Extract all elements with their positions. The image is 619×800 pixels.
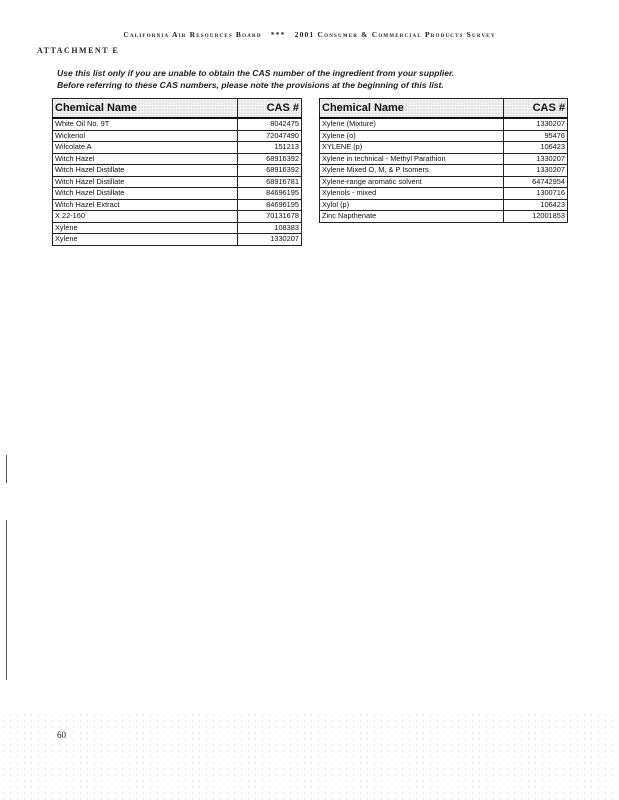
chemical-name-cell: Witch Hazel Distillate bbox=[53, 165, 238, 177]
instruction-line-1: Use this list only if you are unable to obtain the CAS number of the ingredient from your supplier. bbox=[57, 68, 455, 78]
table-row bbox=[320, 118, 568, 130]
instruction-line-2: Before referring to these CAS numbers, please note the provisions at the beginning of this list. bbox=[57, 80, 444, 90]
cas-number-cell: 1330207 bbox=[503, 153, 567, 165]
table-row bbox=[320, 211, 568, 223]
table-row bbox=[53, 165, 302, 177]
page-header bbox=[0, 30, 619, 39]
page-number: 60 bbox=[57, 730, 66, 740]
chemical-name-cell: Witch Hazel Extract bbox=[53, 199, 238, 211]
cas-number-cell: 84696195 bbox=[237, 188, 301, 200]
chemical-name-cell: Xylene (o) bbox=[320, 130, 504, 142]
table-row bbox=[320, 199, 568, 211]
column-header-cas: CAS # bbox=[503, 99, 567, 119]
cas-number-cell: 68916392 bbox=[237, 165, 301, 177]
cas-number-cell: 72047490 bbox=[237, 130, 301, 142]
table-row bbox=[320, 176, 568, 188]
column-header-chemical-name: Chemical Name bbox=[53, 99, 238, 119]
scan-margin-mark bbox=[6, 520, 7, 680]
chemical-name-cell: Wickenol bbox=[53, 130, 238, 142]
table-row bbox=[53, 234, 302, 246]
cas-number-cell: 68916392 bbox=[237, 153, 301, 165]
cas-number-cell: 95476 bbox=[503, 130, 567, 142]
chemical-name-cell: XYLENE (p) bbox=[320, 142, 504, 154]
column-header-cas: CAS # bbox=[237, 99, 301, 119]
attachment-label: ATTACHMENT E bbox=[37, 46, 120, 55]
cas-number-cell: 70131678 bbox=[237, 211, 301, 223]
cas-number-cell: 1330207 bbox=[237, 234, 301, 246]
table-row bbox=[53, 188, 302, 200]
cas-number-cell: 1330207 bbox=[503, 118, 567, 130]
cas-number-cell: 151213 bbox=[237, 142, 301, 154]
chemical-name-cell: Xylene Mixed O, M, & P Isomers bbox=[320, 165, 504, 177]
chemical-name-cell: Xylene bbox=[53, 234, 238, 246]
cas-number-cell: 84696195 bbox=[237, 199, 301, 211]
chemical-name-cell: Witch Hazel Distillate bbox=[53, 176, 238, 188]
table-row bbox=[53, 199, 302, 211]
table-row bbox=[320, 142, 568, 154]
cas-number-cell: 1300716 bbox=[503, 188, 567, 200]
cas-number-cell: 64742954 bbox=[503, 176, 567, 188]
table-row bbox=[53, 142, 302, 154]
header-right: 2001 Consumer & Commercial Products Survey bbox=[294, 30, 496, 39]
cas-number-cell: 106423 bbox=[503, 199, 567, 211]
chemical-name-cell: Xylene (Mixture) bbox=[320, 118, 504, 130]
table-row bbox=[53, 222, 302, 234]
table-row bbox=[320, 165, 568, 177]
right-table-body bbox=[320, 118, 568, 222]
chemical-name-cell: Wilcolate A bbox=[53, 142, 238, 154]
cas-number-cell: 1330207 bbox=[503, 165, 567, 177]
chemical-name-cell: X 22-160 bbox=[53, 211, 238, 223]
chemical-name-cell: Witch Hazel bbox=[53, 153, 238, 165]
chemical-name-cell: Xylene bbox=[53, 222, 238, 234]
table-header-row bbox=[53, 99, 302, 119]
table-row bbox=[320, 130, 568, 142]
scan-margin-mark bbox=[6, 455, 7, 483]
scan-speckle bbox=[0, 712, 619, 800]
right-cas-table bbox=[319, 98, 568, 223]
header-separator: *** bbox=[270, 30, 286, 39]
table-row bbox=[53, 118, 302, 130]
chemical-name-cell: Xylol (p) bbox=[320, 199, 504, 211]
table-row bbox=[320, 153, 568, 165]
cas-number-cell: 12001853 bbox=[503, 211, 567, 223]
table-row bbox=[53, 176, 302, 188]
cas-number-cell: 68916781 bbox=[237, 176, 301, 188]
table-row bbox=[53, 153, 302, 165]
chemical-name-cell: Xylene-range aromatic solvent bbox=[320, 176, 504, 188]
chemical-name-cell: Zinc Napthenate bbox=[320, 211, 504, 223]
chemical-name-cell: White Oil No. 9T bbox=[53, 118, 238, 130]
left-cas-table bbox=[52, 98, 302, 246]
table-row bbox=[320, 188, 568, 200]
chemical-name-cell: Witch Hazel Distillate bbox=[53, 188, 238, 200]
cas-number-cell: 108383 bbox=[237, 222, 301, 234]
chemical-name-cell: Xylene in technical - Methyl Parathion bbox=[320, 153, 504, 165]
cas-number-cell: 8042475 bbox=[237, 118, 301, 130]
table-row bbox=[53, 130, 302, 142]
chemical-name-cell: Xylenols - mixed bbox=[320, 188, 504, 200]
header-left: California Air Resources Board bbox=[123, 30, 262, 39]
table-row bbox=[53, 211, 302, 223]
left-table-body bbox=[53, 118, 302, 245]
cas-number-cell: 106423 bbox=[503, 142, 567, 154]
column-header-chemical-name: Chemical Name bbox=[320, 99, 504, 119]
table-header-row bbox=[320, 99, 568, 119]
